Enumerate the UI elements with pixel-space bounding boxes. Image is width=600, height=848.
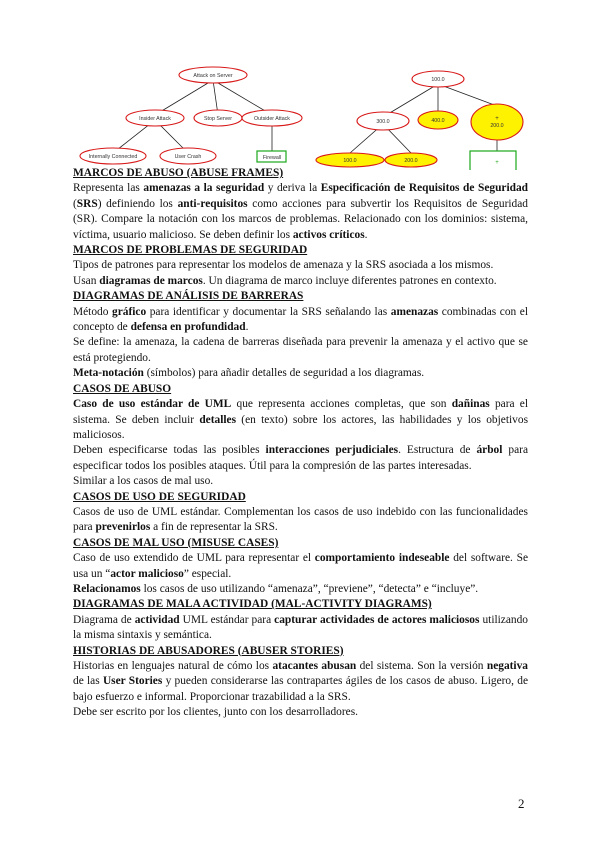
abuse-tree-label: Insider Attack (139, 116, 171, 122)
value-tree-plus-marker: + (495, 116, 499, 122)
bold-text: User Stories (102, 675, 163, 688)
text-run: ” especial. (183, 567, 232, 580)
section-paragraph (73, 397, 528, 443)
text-run: (símbolos) para añadir detalles de seguridad a los diagramas. (143, 367, 425, 380)
bold-text: prevenirlos (95, 521, 151, 534)
bold-text: interacciones perjudiciales (265, 444, 399, 457)
document-body (73, 166, 528, 721)
text-run: que representa acciones completas, que son (231, 398, 452, 411)
section-heading: DIAGRAMAS DE MALA ACTIVIDAD (MAL-ACTIVITY DIAGRAMS) (73, 598, 432, 611)
text-run: Tipos de patrones para representar los modelos de amenaza y la SRS asociada a los mismos. (73, 259, 494, 272)
text-run: . Un diagrama de marco incluye diferentes patrones en contexto. (202, 274, 497, 287)
abuse-tree-diagram (80, 67, 302, 164)
bold-text: detalles (199, 413, 237, 426)
bold-text: amenazas (390, 305, 439, 318)
bold-text: diagramas de marcos (99, 274, 203, 287)
bold-text: árbol (476, 444, 503, 457)
section-paragraph (73, 274, 528, 289)
bold-text: capturar actividades de actores maliciosos (274, 613, 480, 626)
text-run: a fin de representar la SRS. (150, 521, 278, 534)
page-number: 2 (518, 796, 525, 811)
abuse-tree-label: User Crash (174, 154, 202, 160)
bold-text: dañinas (451, 398, 490, 411)
abuse-tree-label: Internally Connected (88, 154, 138, 160)
text-run: Debe ser escrito por los clientes, junto con los desarrolladores. (73, 706, 358, 719)
bold-text: comportamiento indeseable (314, 552, 450, 565)
text-run: Casos de uso de UML estándar. Complementan los casos de uso indebido con las funcionalidades para (73, 505, 528, 534)
section-heading: HISTORIAS DE ABUSADORES (ABUSER STORIES) (73, 644, 344, 657)
abuse-tree-label: Outsider Attack (254, 116, 290, 122)
text-run: y deriva la (264, 182, 321, 195)
text-run: del sistema. Son la versión (356, 660, 487, 672)
text-run: Método (73, 305, 112, 318)
section-paragraph (73, 474, 528, 489)
text-run: Se define: la amenaza, la cadena de barreras diseñada para prevenir la amenaza y el activo que se está protegiendo. (73, 336, 528, 364)
bold-text: Relacionamos (73, 582, 141, 595)
section-paragraph (73, 181, 528, 243)
abuse-tree-label: Stop Server (204, 116, 232, 122)
bold-text: gráfico (112, 305, 147, 318)
section-paragraph (73, 582, 528, 597)
bold-text: actividad (134, 613, 180, 626)
section-heading: CASOS DE USO DE SEGURIDAD (73, 490, 246, 503)
text-run: . (364, 228, 368, 241)
bold-text: defensa en profundidad (130, 321, 246, 334)
text-run: Caso de uso extendido de UML para representar el (73, 552, 315, 565)
text-run: Representa las (73, 182, 144, 195)
section-heading: MARCOS DE ABUSO (ABUSE FRAMES) (73, 167, 284, 179)
value-tree-label: 200.0 (490, 123, 504, 129)
abuse-tree-label: Firewall (262, 155, 282, 161)
section-paragraph (73, 505, 528, 536)
value-tree-label: 300.0 (376, 119, 390, 125)
bold-text: Caso de uso estándar de UML (73, 398, 232, 411)
value-tree-label: 200.0 (404, 158, 418, 164)
text-run: para identificar y documentar la SRS señalando las (146, 305, 391, 318)
value-tree-root-label: 100.0 (431, 77, 445, 83)
bold-text: actor malicioso (110, 567, 184, 580)
text-run: combinadas con el concepto de (73, 305, 528, 334)
text-run: los casos de uso utilizando “amenaza”, “previene”, “detecta” e “incluye”. (140, 582, 479, 595)
text-run: utilizando la misma sintaxis y semántica. (73, 613, 529, 642)
text-run: ) definiendo los (97, 197, 178, 210)
value-tree-label: 400.0 (431, 118, 445, 124)
section-paragraph (73, 705, 528, 720)
text-run: para especificar todos los posibles ataques. Útil para la compresión de las partes interesadas. (73, 444, 528, 472)
bold-text: amenazas a la seguridad (143, 182, 265, 195)
bold-text: activos críticos (292, 228, 365, 241)
text-run: . (245, 321, 249, 334)
text-run: Similar a los casos de mal uso. (73, 475, 214, 488)
bold-text: SRS (76, 197, 98, 210)
section-paragraph (73, 613, 528, 644)
text-run: Deben especificarse todas las posibles (73, 444, 266, 457)
section-heading: CASOS DE ABUSO (73, 382, 172, 395)
section-paragraph (73, 258, 528, 273)
value-tree-diagram (316, 71, 523, 170)
text-run: ( (73, 197, 77, 210)
text-run: de las (73, 675, 103, 688)
text-run: Usan (73, 274, 100, 287)
bold-text: anti-requisitos (177, 197, 248, 210)
figures-strip (0, 0, 600, 170)
text-run: como acciones para subvertir los Requisitos de Seguridad (SR). Compare la notación con los marcos de problemas. Relacionado con los dominios: sistema, víctima, usuario malicioso. Se deben definir los (73, 197, 529, 241)
bold-text: Meta-notación (73, 367, 144, 380)
bold-text: negativa (486, 660, 528, 672)
section-heading: CASOS DE MAL USO (MISUSE CASES) (73, 536, 279, 549)
value-tree-green-marker: + (495, 160, 499, 166)
section-paragraph (73, 443, 528, 474)
text-run: . Estructura de (398, 444, 477, 457)
section-paragraph (73, 366, 528, 381)
text-run: y pueden considerarse las contrapartes ágiles de los casos de abuso. Ligero, de bajo esfuerzo e informal. Proporcionar trazabilidad a la SRS. (73, 675, 528, 703)
text-run: del software. Se usa un “ (73, 552, 529, 580)
section-paragraph (73, 305, 528, 336)
section-heading: DIAGRAMAS DE ANÁLISIS DE BARRERAS (73, 290, 304, 303)
text-run: Historias en lenguajes natural de cómo los (73, 660, 273, 672)
bold-text: atacantes abusan (272, 660, 357, 672)
text-run: (en texto) sobre los actores, las habilidades y los objetivos maliciosos. (73, 413, 529, 441)
bold-text: Especificación de Requisitos de Seguridad (320, 182, 528, 195)
abuse-tree-root-label: Attack on Server (193, 73, 233, 79)
value-tree-node (471, 104, 523, 140)
value-tree-label: 100.0 (343, 158, 357, 164)
text-run: UML estándar para (179, 613, 275, 626)
text-run: para el sistema. Se deben incluir (73, 398, 529, 426)
text-run: Diagrama de (73, 613, 135, 626)
section-paragraph (73, 659, 528, 705)
section-paragraph (73, 551, 528, 582)
section-paragraph (73, 335, 528, 366)
section-heading: MARCOS DE PROBLEMAS DE SEGURIDAD (73, 244, 308, 257)
